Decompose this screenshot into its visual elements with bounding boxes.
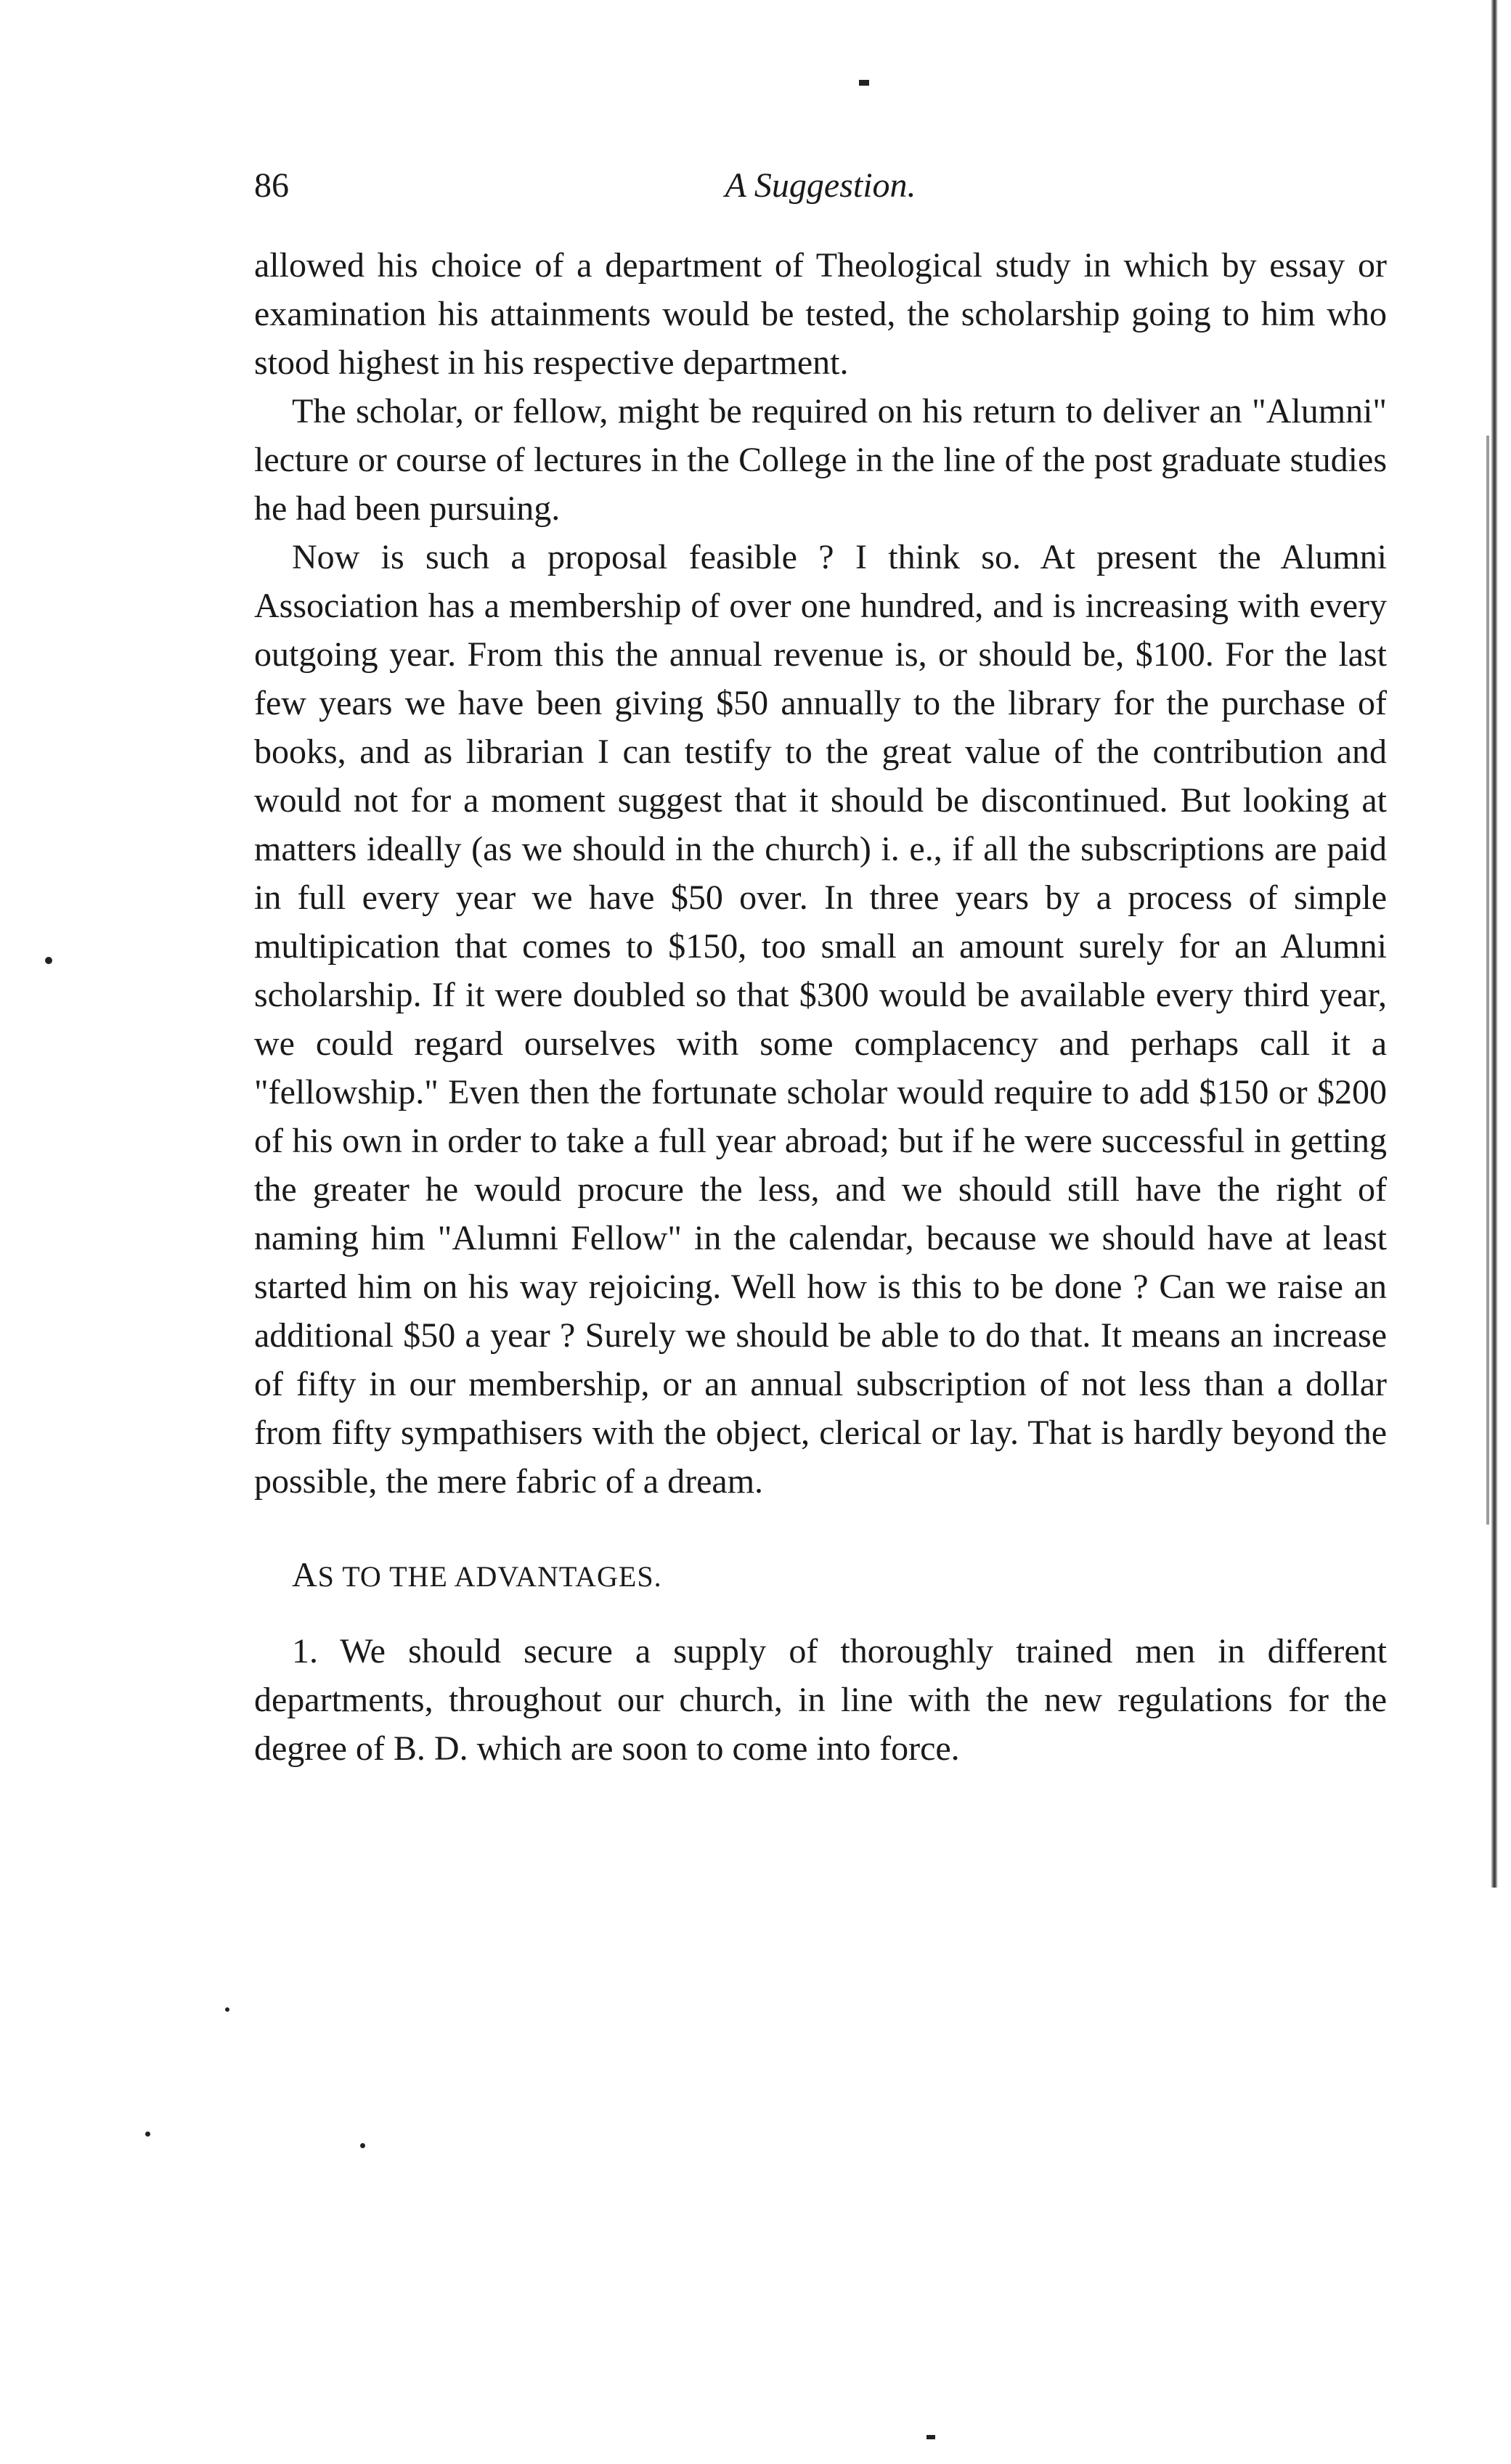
paragraph-continued: allowed his choice of a department of Theological study in which by essay or examination his attainments would be tested, the scholarship going to him who stood highest in his respective department. [254,246,1387,382]
bottom-mark [926,2435,935,2439]
speck-mark [360,2143,365,2148]
numbered-item: 1. We should secure a supply of thoroughly trained men in different departments, throughout our church, in line with the new regulations for the degree of B. D. which are soon to come into force. [254,1632,1387,1768]
page-edge-shadow [1491,0,1498,1888]
speck-mark [225,2007,229,2012]
paragraph: Now is such a proposal feasible ? I think so. At present the Alumni Association has a membership of over one hundred, and is increasing with every outgoing year. From this the annual revenue is, or should be, $100. For the last few years we have been giving $50 annually to the library for the purchase of books, and as librarian I can testify to the great value of the contribution and would not for a moment suggest that it should be discontinued. But looking at matters ideally (as we should in the church) i. e., if all the subscriptions are paid in full every year we have $50 over. In three years by a process of simple multipication that comes to $150, too small an amount surely for an Alumni scholarship. If it were doubled so that $300 would be available every third year, we could regard ourselves with some complacency and perhaps call it a "fellowship." Even then the fortunate scholar would require to add $150 or $200 of his own in order to take a full year abroad; but if he were successful in getting the greater he would procure the less, and we should still have the right of naming him "Alumni Fellow" in the calendar, because we should have at least started him on his way rejoicing. Well how is this to be done ? Can we raise an additional $50 a year ? Surely we should be able to do that. It means an increase of fifty in our membership, or an annual subscription of not less than a dollar from fifty sympathisers with the object, clerical or lay. That is hardly beyond the possible, the mere fabric of a dream. [254,538,1387,1501]
body-text [254,241,1387,1773]
speck-mark [45,957,52,964]
page-edge-line [1486,436,1489,1525]
top-mark [859,80,869,86]
page-header [254,166,1387,224]
section-heading-text: S TO THE ADVANTAGES. [317,1560,662,1593]
paragraph: The scholar, or fellow, might be required on his return to deliver an "Alumni" lecture or course of lectures in the College in the line of the post graduate studies he had been pursuing. [254,392,1387,528]
speck-mark [145,2131,150,2137]
section-heading [254,1551,1387,1601]
running-title: A Suggestion. [725,166,916,205]
page-number: 86 [254,166,289,205]
section-heading-initial: A [292,1556,318,1594]
